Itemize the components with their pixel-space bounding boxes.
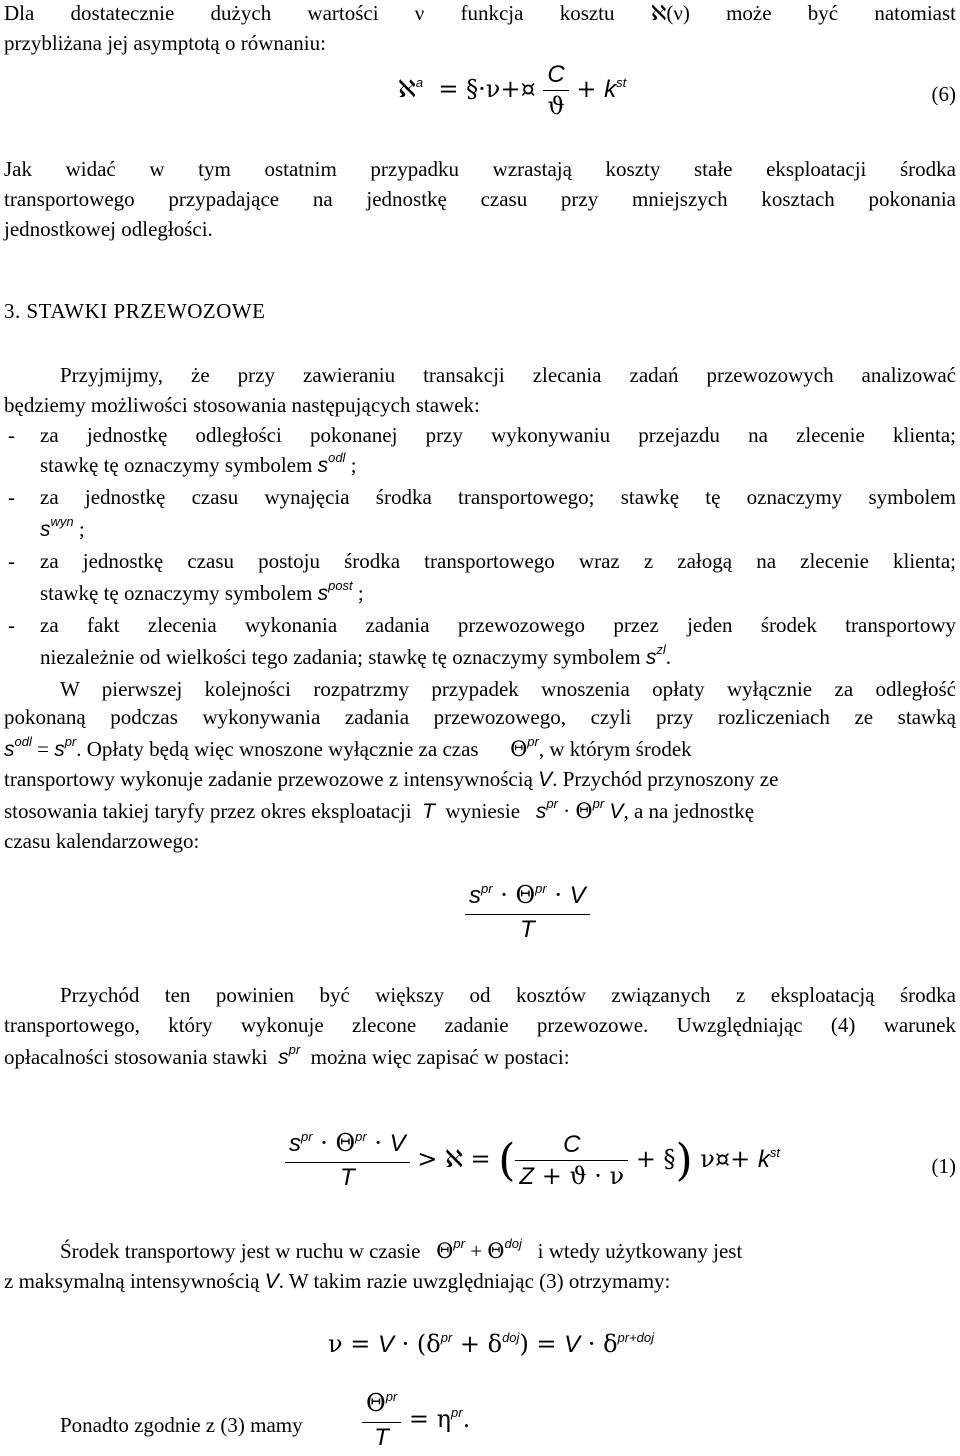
bullet-dash: - xyxy=(8,485,15,509)
equation-eta: $\frac{\Theta^{pr}}{T}$ = $\eta^{pr}$. xyxy=(362,1388,470,1453)
text-line: stawkę tę oznaczymy symbolem $s^{post}$ ; xyxy=(40,578,364,605)
text-line: niezależnie od wielkości tego zadania; stawkę tę oznaczymy symbolem $s^{zl}$. xyxy=(40,642,671,669)
paragraph-text: za jednostkę czasu wynajęcia środka transportowego; stawkę tę oznaczymy symbolem xyxy=(40,485,956,509)
paragraph-text: jednostkowej odległości. xyxy=(4,217,213,241)
fraction: $\frac{\Theta^{pr}}{T}$ xyxy=(362,1388,401,1453)
paragraph-text: Jak widać w tym ostatnim przypadku wzrastają koszty stałe eksploatacji środka xyxy=(4,157,956,181)
text-line xyxy=(60,676,956,702)
text-line xyxy=(40,548,956,574)
text-line xyxy=(40,422,956,448)
paragraph-text: transportowego przypadające na jednostkę czasu przy mniejszych kosztach pokonania xyxy=(4,187,956,211)
equation-revenue xyxy=(465,880,590,945)
text-line: z maksymalną intensywnością V. W takim razie uwzględniając (3) otrzymamy: xyxy=(4,1269,671,1293)
text-line xyxy=(40,484,956,510)
text-line xyxy=(4,156,956,182)
text-line: stosowania takiej taryfy przez okres eksploatacji T wyniesie $s^{pr} \cdot \Theta^{pr}$ V, a na jednostkę xyxy=(4,796,755,823)
equation-number: (1) xyxy=(931,1154,956,1178)
paragraph-text: Ponadto zgodnie z (3) mamy xyxy=(60,1413,303,1437)
text-line xyxy=(4,0,956,26)
paragraph-text: przybliżana jej asymptotą o równaniu: xyxy=(4,31,326,55)
paragraph-text: czasu kalendarzowego: xyxy=(4,829,200,853)
paragraph-text: Przychód ten powinien być większy od kosztów związanych z eksploatacją środka xyxy=(60,983,956,1007)
text-line xyxy=(60,982,956,1008)
bullet-dash: - xyxy=(8,549,15,573)
paragraph-text: będziemy możliwości stosowania następujących stawek: xyxy=(4,393,480,417)
paragraph-text: Dla dostatecznie dużych wartości ν funkcja kosztu ℵ(ν) może być natomiast xyxy=(4,1,956,25)
text-line: Środek transportowy jest w ruchu w czasie $\Theta^{pr} + \Theta^{doj}$ i wtedy użytkowany jest xyxy=(60,1236,743,1263)
paragraph-text: za jednostkę czasu postoju środka transportowego wraz z załogą na zlecenie klienta; xyxy=(40,549,956,573)
text-line xyxy=(4,392,956,418)
paragraph-text: transportowego, który wykonuje zlecone zadanie przewozowe. Uwzględniając (4) warunek xyxy=(4,1013,956,1037)
text-line xyxy=(4,1012,956,1038)
section-heading: 3. STAWKI PRZEWOZOWE xyxy=(4,299,266,323)
equation-1: $\frac{s^{pr} \cdot \Theta^{pr} \cdot V}{T}$ > ℵ = ( $\frac{C}{Z + ϑ \cdot \nu}$ + §) ν¤+ $k^{st}$ xyxy=(285,1128,780,1193)
text-line: $s^{wyn}$ ; xyxy=(40,514,85,541)
text-line: opłacalności stosowania stawki $s^{pr}$ można więc zapisać w postaci: xyxy=(4,1042,570,1069)
text-line xyxy=(4,828,956,854)
fraction: $\frac{C}{ϑ}$ xyxy=(543,60,568,121)
fraction: $\frac{s^{pr} \cdot \Theta^{pr} \cdot V}{T}$ xyxy=(465,880,590,945)
equation-number: (6) xyxy=(931,82,956,106)
text-line: stawkę tę oznaczymy symbolem $s^{odl}$ ; xyxy=(40,450,357,477)
text-line xyxy=(60,362,956,388)
text-line xyxy=(4,704,956,730)
paragraph-text: Przyjmijmy, że przy zawieraniu transakcji zlecania zadań przewozowych analizować xyxy=(60,363,956,387)
equation-6: ℵ$^a$ = §·ν+¤ $\frac{C}{ϑ}$ + $k^{st}$ xyxy=(398,61,627,120)
fraction: $\frac{C}{Z + ϑ \cdot \nu}$ xyxy=(515,1130,628,1192)
fraction: $\frac{s^{pr} \cdot \Theta^{pr} \cdot V}{T}$ xyxy=(285,1128,410,1193)
text-line xyxy=(60,1412,360,1438)
bullet-dash: - xyxy=(8,423,15,447)
text-line xyxy=(40,612,956,638)
paragraph-text: za fakt zlecenia wykonania zadania przewozowego przez jeden środek transportowy xyxy=(40,613,956,637)
text-line: transportowy wykonuje zadanie przewozowe z intensywnością V. Przychód przynoszony ze xyxy=(4,767,779,791)
bullet-dash: - xyxy=(8,613,15,637)
paragraph-text: za jednostkę odległości pokonanej przy wykonywaniu przejazdu na zlecenie klienta; xyxy=(40,423,956,447)
equation-intensity: $\nu = V \cdot (\delta^{pr} + \delta^{doj}) = V \cdot \delta^{pr+doj}$ xyxy=(328,1330,655,1358)
text-line xyxy=(4,186,956,212)
paragraph-text: W pierwszej kolejności rozpatrzmy przypadek wnoszenia opłaty wyłącznie za odległość xyxy=(60,677,956,701)
text-line xyxy=(4,216,956,242)
paragraph-text: pokonaną podczas wykonywania zadania przewozowego, czyli przy rozliczeniach ze stawką xyxy=(4,705,956,729)
text-line: $s^{odl} = s^{pr}$. Opłaty będą więc wnoszone wyłącznie za czas $\Theta^{pr}$, w którym środek xyxy=(4,734,692,761)
text-line xyxy=(4,30,956,56)
